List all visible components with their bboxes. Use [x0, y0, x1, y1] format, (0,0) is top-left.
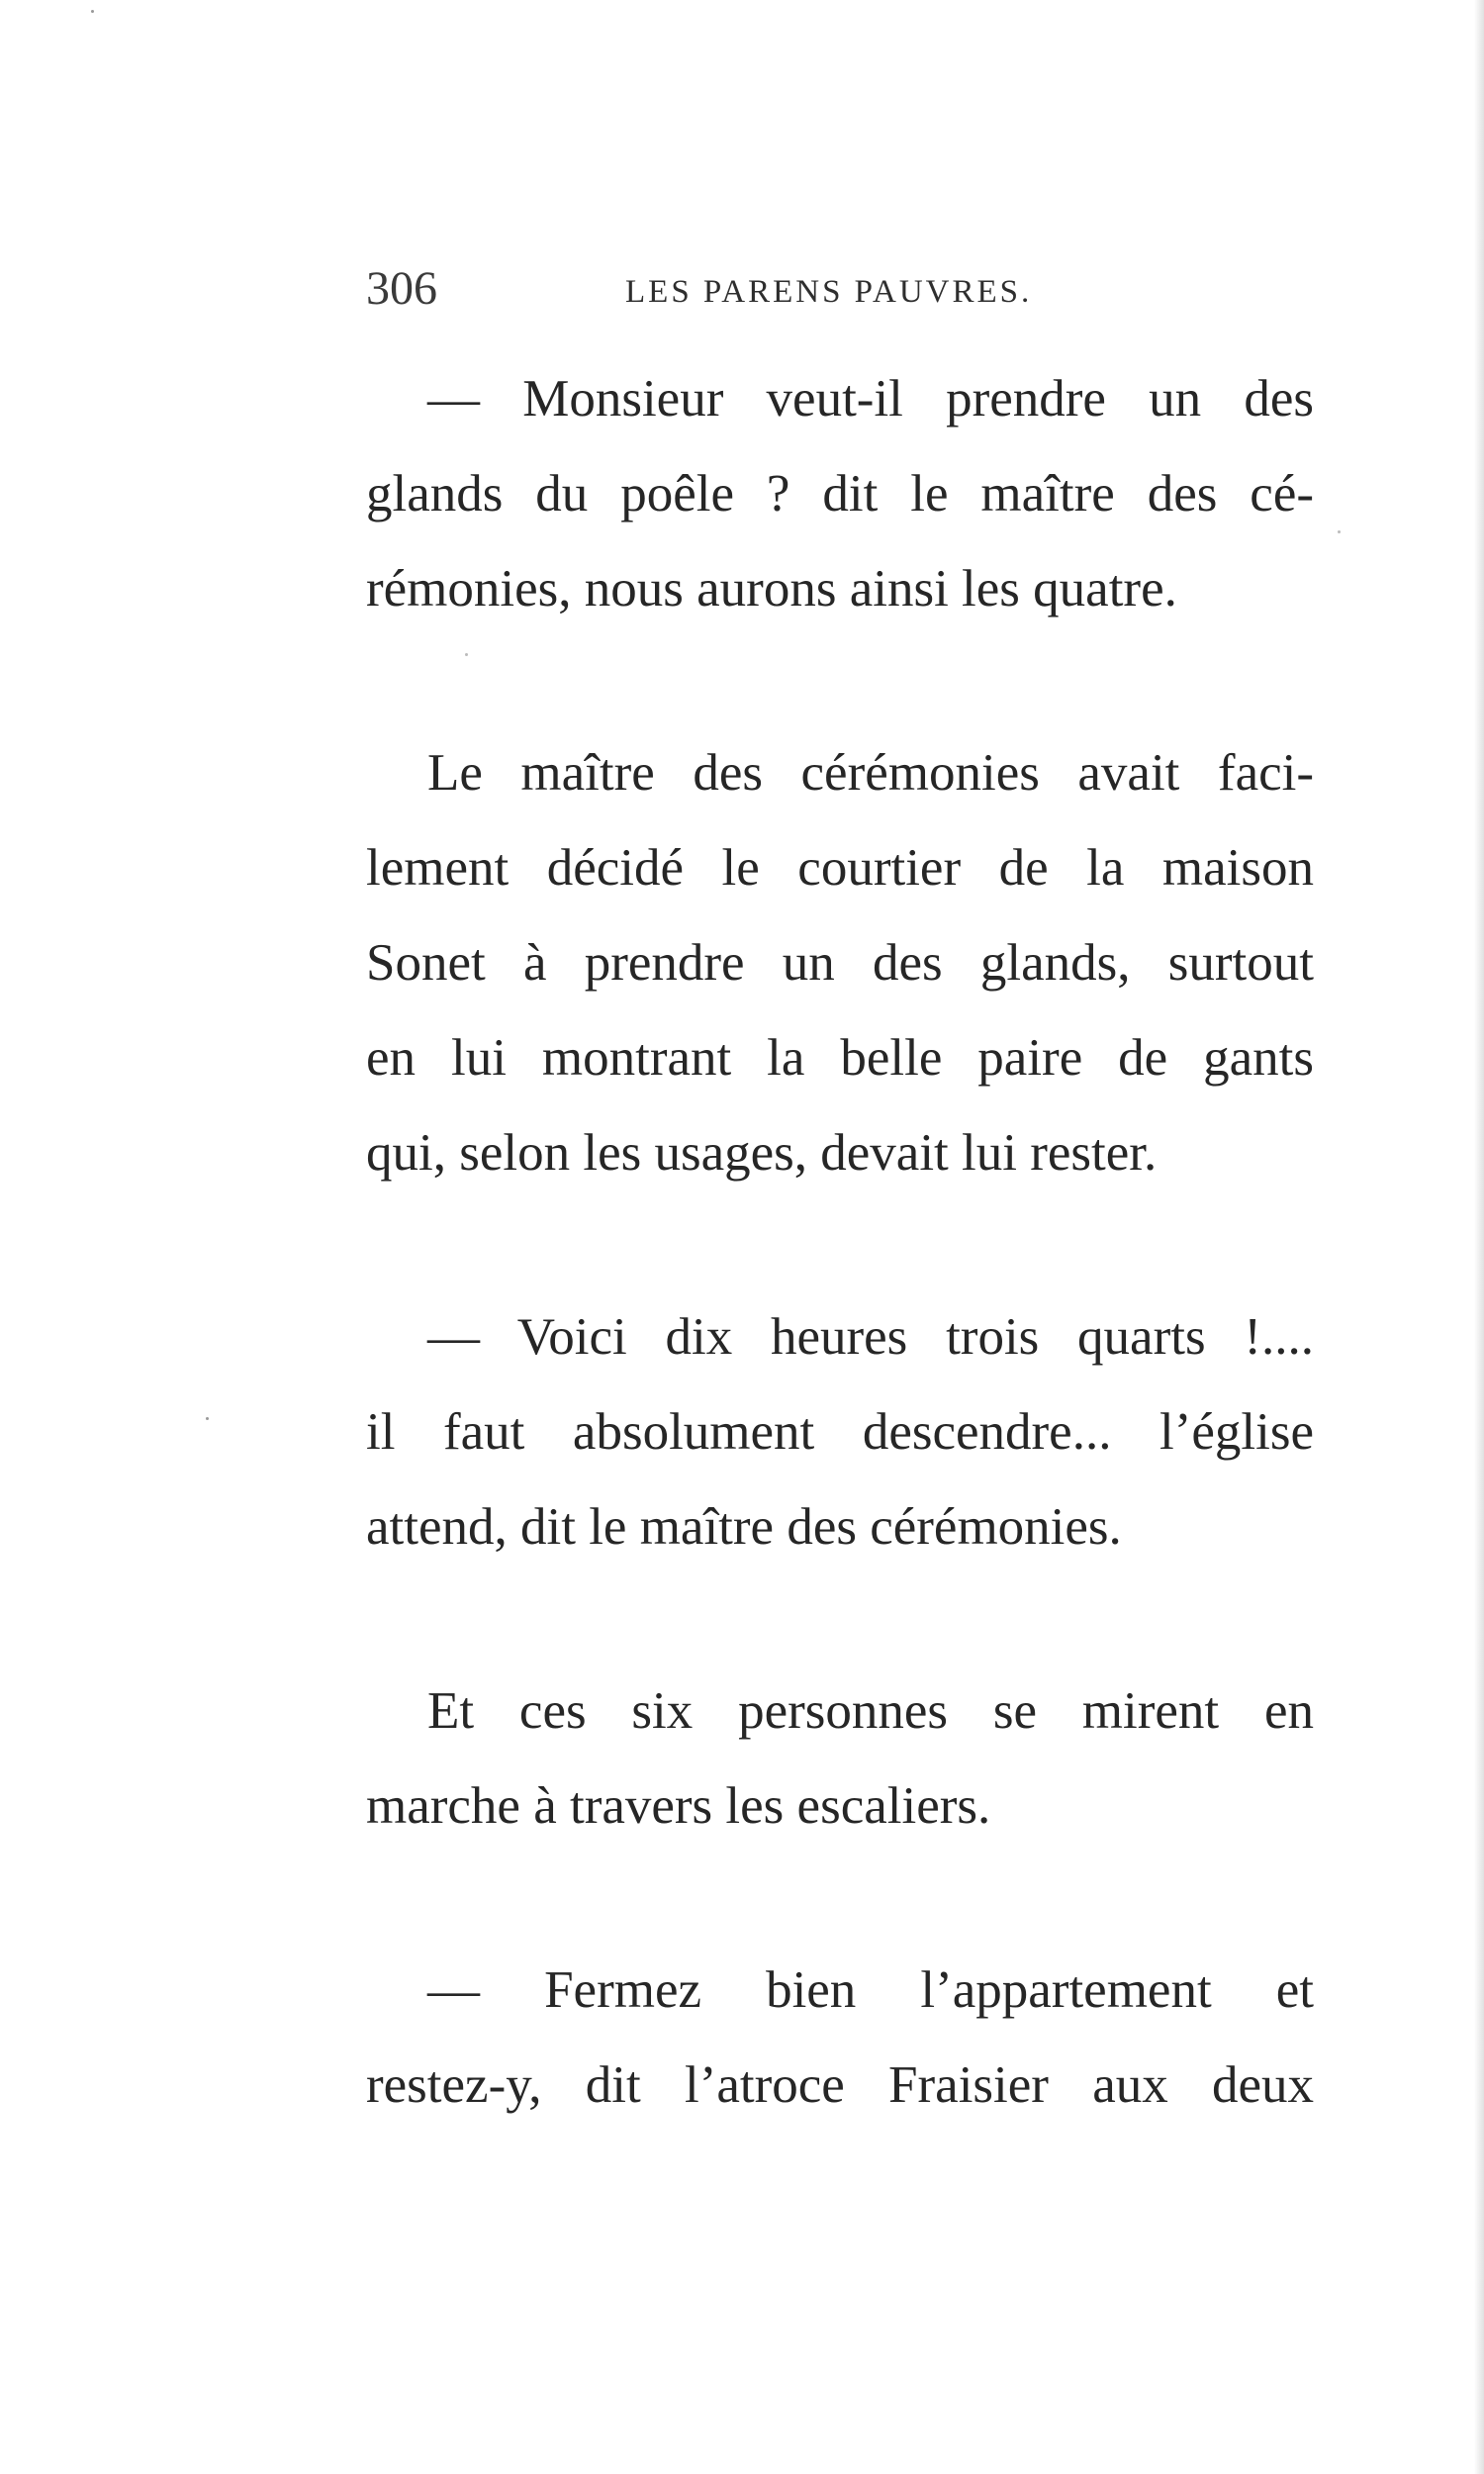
text-line: — Monsieur veut-il prendre un des [427, 370, 1314, 428]
paragraph-gap [366, 1574, 1314, 1664]
text-line: glands du poêle ? dit le maître des cé- [366, 465, 1314, 523]
text-line: — Voici dix heures trois quarts !.... [427, 1308, 1314, 1366]
paragraph-gap [366, 636, 1314, 725]
text-line: en lui montrant la belle paire de gants [366, 1029, 1314, 1087]
text-line: Le maître des cérémonies avait faci- [427, 744, 1314, 802]
text-line: — Fermez bien l’appartement et [427, 1961, 1314, 2019]
page-number: 306 [366, 262, 437, 315]
body-text [366, 351, 1314, 2133]
page-edge-shadow [1474, 0, 1484, 2474]
text-line: restez-y, dit l’atroce Fraisier aux deux [366, 2056, 1314, 2114]
text-line: attend, dit le maître des cérémonies. [366, 1498, 1122, 1556]
text-line: qui, selon les usages, devait lui rester. [366, 1124, 1158, 1182]
text-line: marche à travers les escaliers. [366, 1777, 991, 1835]
page-header [366, 259, 1316, 319]
scan-speck [1338, 530, 1341, 533]
running-head: LES PARENS PAUVRES. [625, 274, 1033, 310]
text-line: il faut absolument descendre... l’église [366, 1403, 1314, 1461]
scan-speck [91, 10, 94, 13]
scan-speck [206, 1417, 209, 1420]
text-line: lement décidé le courtier de la maison [366, 839, 1314, 897]
paragraph-gap [366, 1854, 1314, 1943]
text-line: Et ces six personnes se mirent en [427, 1682, 1314, 1740]
text-line: Sonet à prendre un des glands, surtout [366, 934, 1314, 992]
paragraph-gap [366, 1200, 1314, 1289]
text-line: rémonies, nous aurons ainsi les quatre. [366, 560, 1177, 618]
